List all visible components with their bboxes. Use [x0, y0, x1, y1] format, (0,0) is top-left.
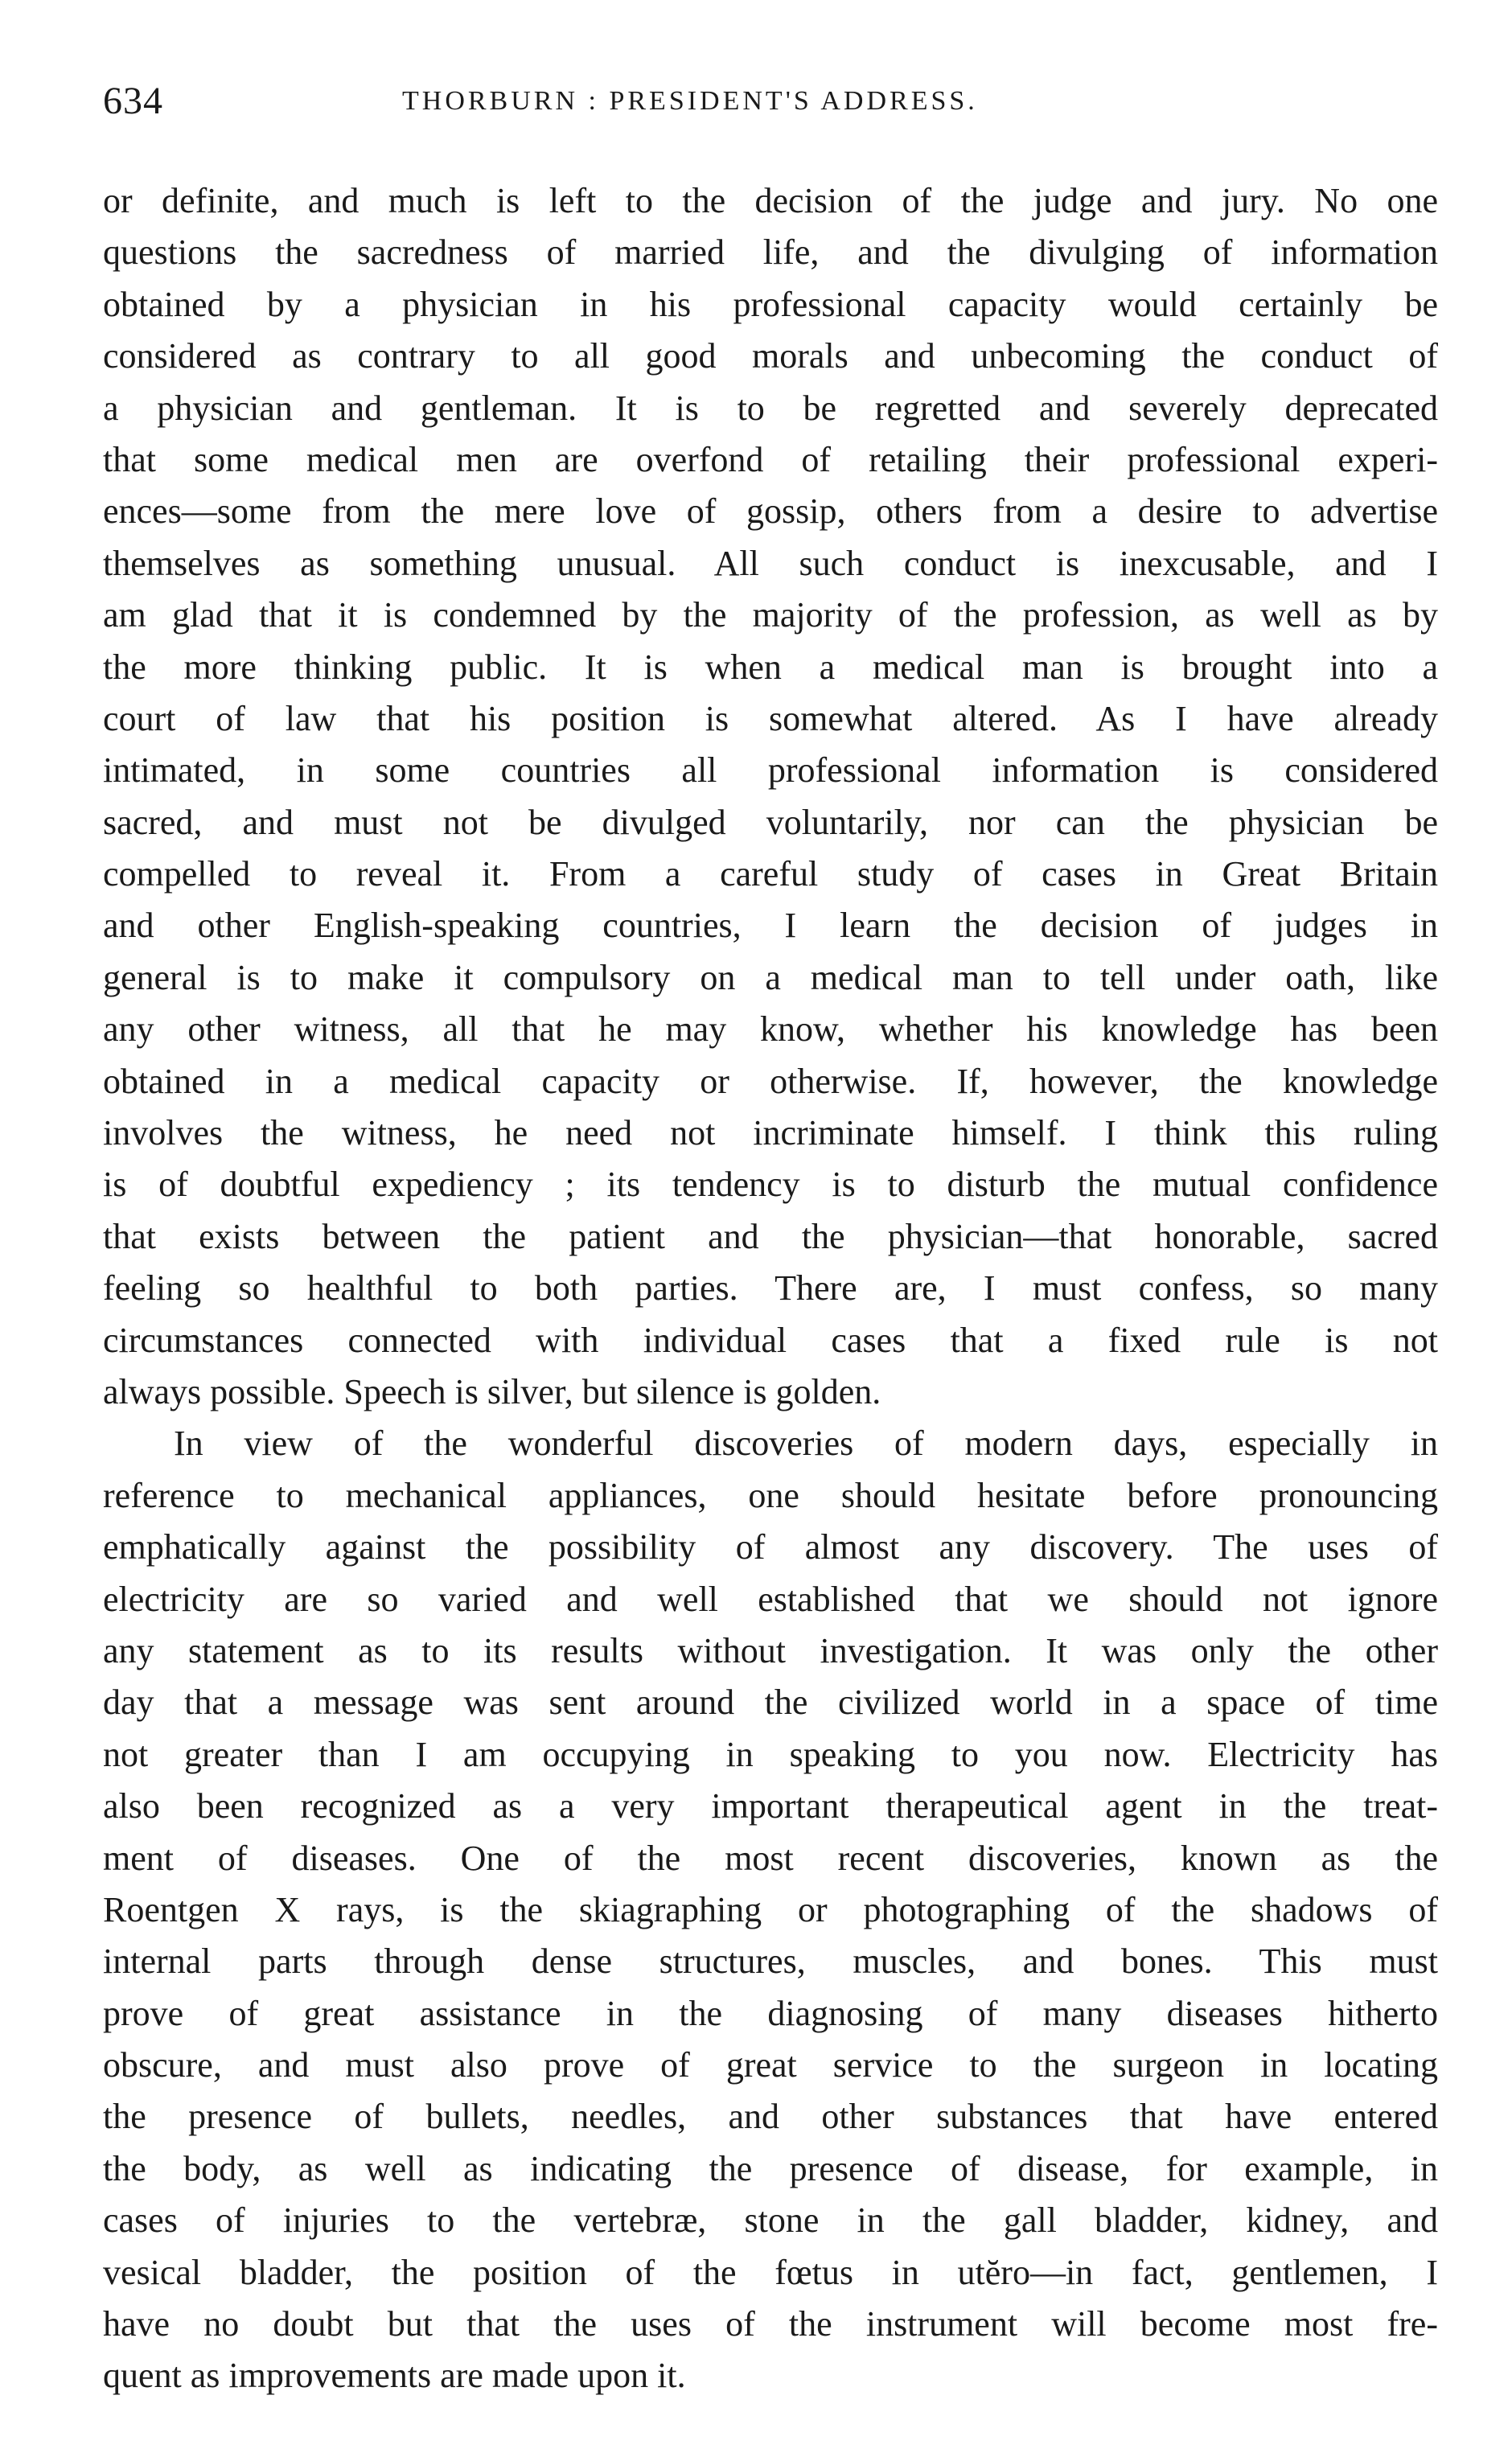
text-line: involves the witness, he need not incriminate himself. I think this ruling: [103, 1113, 1438, 1153]
text-line: have no doubt but that the uses of the instrument will become most fre-: [103, 2304, 1438, 2344]
text-line: is of doubtful expediency ; its tendency is to disturb the mutual confidence: [103, 1165, 1438, 1205]
text-line: considered as contrary to all good morals and unbecoming the conduct of: [103, 336, 1438, 376]
paragraph: [103, 1418, 1438, 2402]
text-line: vesical bladder, the position of the fœtus in utĕro—in fact, gentlemen, I: [103, 2252, 1438, 2292]
text-line: emphatically against the possibility of almost any discovery. The uses of: [103, 1527, 1438, 1567]
text-line: that some medical men are overfond of retailing their professional experi-: [103, 439, 1438, 479]
text-line: ences—some from the mere love of gossip, others from a desire to advertise: [103, 491, 1438, 532]
text-line: any other witness, all that he may know, whether his knowledge has been: [103, 1009, 1438, 1050]
text-line: the body, as well as indicating the presence of disease, for example, in: [103, 2148, 1438, 2188]
text-line: quent as improvements are made upon it.: [103, 2356, 686, 2396]
body-text: [103, 175, 1438, 2402]
text-line: not greater than I am occupying in speaking to you now. Electricity has: [103, 1734, 1438, 1774]
text-line: obtained by a physician in his professional capacity would certainly be: [103, 284, 1438, 324]
text-line: obscure, and must also prove of great service to the surgeon in locating: [103, 2045, 1438, 2085]
text-line: always possible. Speech is silver, but silence is golden.: [103, 1371, 881, 1411]
paragraph: [103, 175, 1438, 1418]
text-line: sacred, and must not be divulged voluntarily, nor can the physician be: [103, 802, 1438, 842]
text-line: reference to mechanical appliances, one should hesitate before pronouncing: [103, 1475, 1438, 1515]
page-number: 634: [103, 80, 163, 122]
text-line: that exists between the patient and the physician—that honorable, sacred: [103, 1216, 1438, 1256]
running-head: [103, 77, 1438, 125]
text-line: electricity are so varied and well established that we should not ignore: [103, 1579, 1438, 1619]
text-line: and other English-speaking countries, I learn the decision of judges in: [103, 906, 1438, 946]
text-line: a physician and gentleman. It is to be regretted and severely deprecated: [103, 388, 1438, 428]
text-line: intimated, in some countries all professional information is considered: [103, 750, 1438, 791]
text-line: general is to make it compulsory on a medical man to tell under oath, like: [103, 957, 1438, 997]
text-line: feeling so healthful to both parties. There are, I must confess, so many: [103, 1268, 1438, 1309]
text-line: also been recognized as a very important therapeutical agent in the treat-: [103, 1786, 1438, 1826]
text-line: internal parts through dense structures, muscles, and bones. This must: [103, 1941, 1438, 1982]
running-title: THORBURN : PRESIDENT'S ADDRESS.: [402, 86, 978, 116]
text-line: the presence of bullets, needles, and other substances that have entered: [103, 2097, 1438, 2137]
text-line: questions the sacredness of married life, and the divulging of information: [103, 232, 1438, 273]
text-line: ment of diseases. One of the most recent discoveries, known as the: [103, 1838, 1438, 1878]
text-line: prove of great assistance in the diagnosing of many diseases hitherto: [103, 1993, 1438, 2033]
text-line: Roentgen X rays, is the skiagraphing or photographing of the shadows of: [103, 1889, 1438, 1929]
text-line: themselves as something unusual. All such conduct is inexcusable, and I: [103, 543, 1438, 583]
text-line: compelled to reveal it. From a careful study of cases in Great Britain: [103, 854, 1438, 894]
text-line: am glad that it is condemned by the majority of the profession, as well as by: [103, 595, 1438, 635]
text-line: day that a message was sent around the civilized world in a space of time: [103, 1683, 1438, 1723]
text-line: any statement as to its results without investigation. It was only the other: [103, 1630, 1438, 1670]
text-line: court of law that his position is somewhat altered. As I have already: [103, 698, 1438, 738]
text-line: the more thinking public. It is when a medical man is brought into a: [103, 647, 1438, 687]
text-line: or definite, and much is left to the decision of the judge and jury. No one: [103, 181, 1438, 220]
text-line: cases of injuries to the vertebræ, stone in the gall bladder, kidney, and: [103, 2200, 1438, 2241]
text-line: In view of the wonderful discoveries of modern days, especially in: [174, 1424, 1438, 1464]
text-line: circumstances connected with individual cases that a fixed rule is not: [103, 1320, 1438, 1360]
text-line: obtained in a medical capacity or otherwise. If, however, the knowledge: [103, 1061, 1438, 1101]
